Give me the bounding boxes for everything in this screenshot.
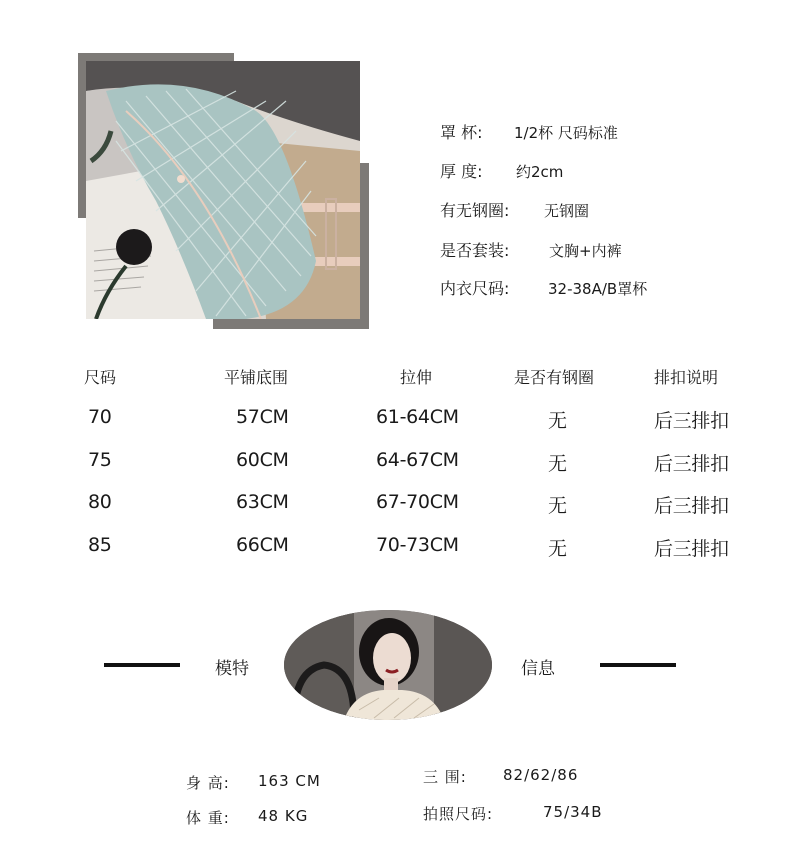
cell-underwire: 无: [548, 495, 567, 517]
spec-thickness-label: 厚 度:: [440, 162, 483, 181]
cell-hook: 后三排扣: [654, 538, 729, 560]
spec-thickness: [440, 161, 564, 183]
cell-stretch: 64-67CM: [376, 449, 459, 471]
divider-right: [600, 663, 676, 667]
model-photo-size-value: 75/34B: [543, 803, 603, 821]
cell-underwire: 无: [548, 410, 567, 432]
cell-size: 70: [88, 406, 112, 428]
spec-cup-label: 罩 杯:: [440, 123, 483, 142]
model-weight-value: 48 KG: [258, 807, 309, 825]
table-header-stretch: 拉伸: [400, 368, 433, 387]
cell-size: 80: [88, 491, 112, 513]
cell-hook: 后三排扣: [654, 495, 729, 517]
table-row: [0, 534, 790, 560]
spec-set: [440, 240, 622, 262]
model-heading-left: 模特: [215, 659, 249, 679]
divider-left: [104, 663, 180, 667]
spec-underwire-value: 无钢圈: [544, 202, 590, 220]
spec-set-value: 文胸+内裤: [549, 242, 622, 260]
model-height-label: 身 高:: [186, 774, 230, 792]
table-header-underwire: 是否有钢圈: [514, 368, 595, 387]
cell-underwire: 无: [548, 453, 567, 475]
spec-underwire-label: 有无钢圈:: [440, 201, 510, 220]
spec-underwire: [440, 200, 590, 222]
cell-flat-band: 66CM: [236, 534, 289, 556]
product-photo: [86, 61, 360, 319]
cell-flat-band: 60CM: [236, 449, 289, 471]
spec-size: [440, 278, 648, 300]
cell-stretch: 70-73CM: [376, 534, 459, 556]
spec-thickness-value: 约2cm: [516, 163, 564, 181]
model-measurements-label: 三 围:: [423, 768, 467, 786]
model-heading-right: 信息: [521, 659, 555, 679]
cell-size: 75: [88, 449, 112, 471]
model-weight-label: 体 重:: [186, 809, 230, 827]
cell-size: 85: [88, 534, 112, 556]
table-row: [0, 449, 790, 475]
spec-size-label: 内衣尺码:: [440, 279, 510, 298]
cell-hook: 后三排扣: [654, 453, 729, 475]
cell-stretch: 61-64CM: [376, 406, 459, 428]
table-row: [0, 491, 790, 517]
spec-size-value: 32-38A/B罩杯: [548, 280, 648, 298]
model-height-value: 163 CM: [258, 772, 321, 790]
model-photo: [284, 610, 492, 720]
spec-cup: [440, 122, 618, 144]
model-measurements-value: 82/62/86: [503, 766, 579, 784]
cell-flat-band: 57CM: [236, 406, 289, 428]
spec-set-label: 是否套装:: [440, 241, 510, 260]
cell-flat-band: 63CM: [236, 491, 289, 513]
cell-hook: 后三排扣: [654, 410, 729, 432]
table-row: [0, 406, 790, 432]
cell-stretch: 67-70CM: [376, 491, 459, 513]
model-photo-size-label: 拍照尺码:: [423, 805, 494, 823]
table-header-hook: 排扣说明: [654, 368, 719, 387]
spec-cup-value: 1/2杯 尺码标准: [514, 124, 618, 142]
cell-underwire: 无: [548, 538, 567, 560]
table-header-flat-band: 平铺底围: [224, 368, 289, 387]
table-header-size: 尺码: [84, 368, 117, 387]
